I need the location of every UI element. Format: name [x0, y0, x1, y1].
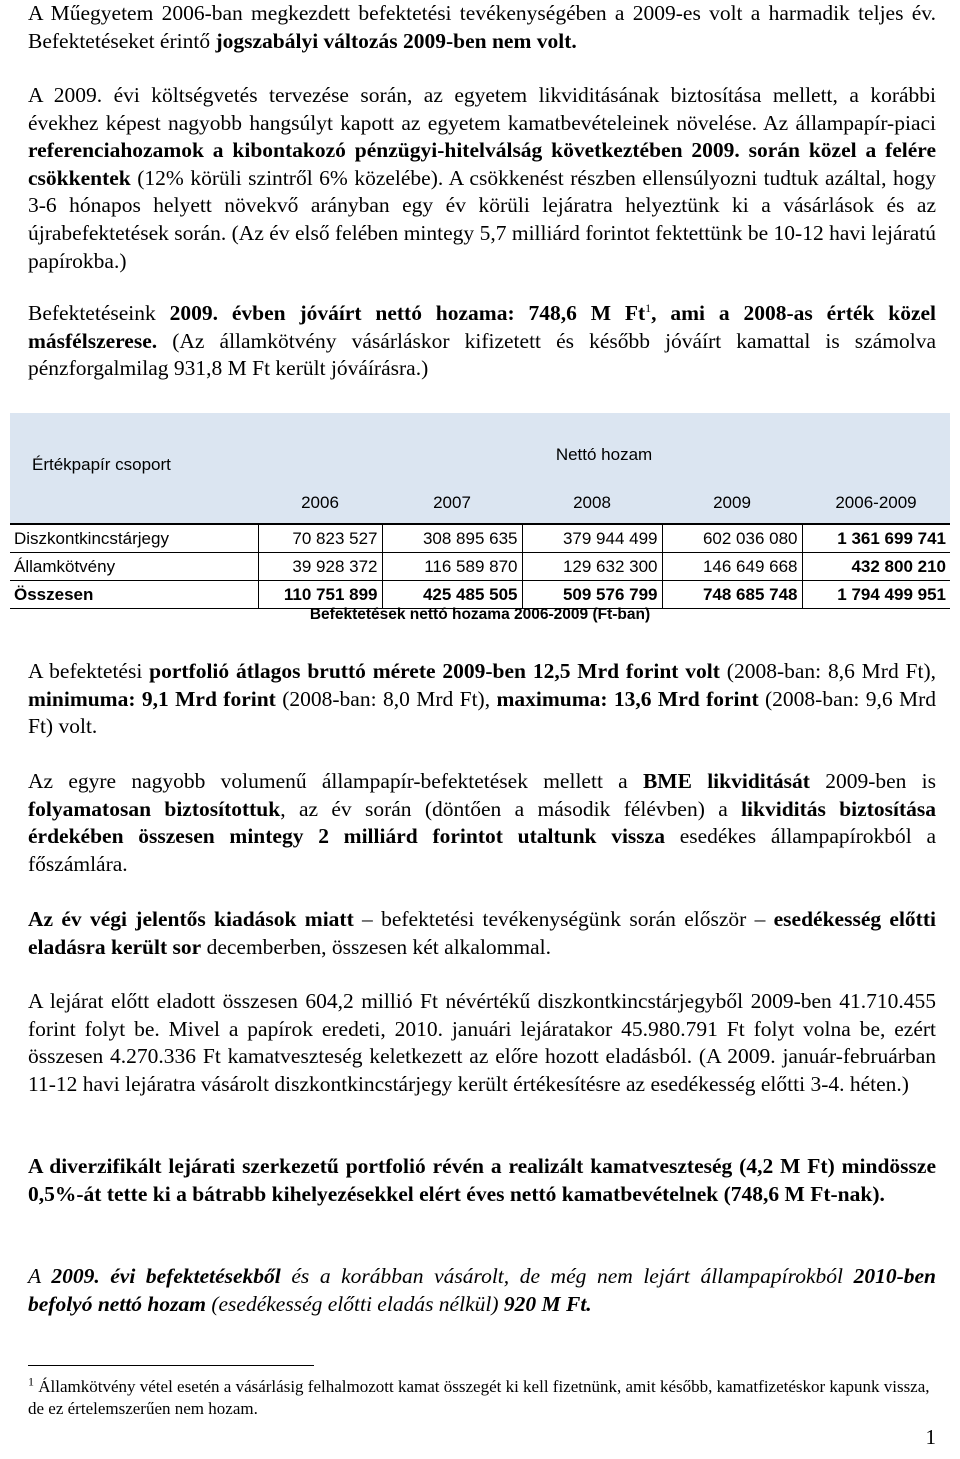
table-cell: 70 823 527: [258, 524, 382, 553]
table-cell: 146 649 668: [662, 553, 802, 581]
paragraph-interest-loss: A lejárat előtt eladott összesen 604,2 millió Ft névértékű diszkontkincstárjegyből 2009-ben 41.710.455 forint folyt be. Mivel a papírok eredeti, 2010. januári lejáratakor 45.980.791 Ft folyt volna be, ezért összesen 4.270.336 Ft kamatveszteség keletkezett az előre hozott eladásból. (A 2009. január-februárban 11-12 havi lejáratra vásárolt diszkontkincstárjegy került értékesítésre az esedékesség előtti 3-4. héten.): [28, 989, 936, 1096]
table-cell: 602 036 080: [662, 524, 802, 553]
table-cell: 308 895 635: [382, 524, 522, 553]
page-number: 1: [925, 1425, 936, 1449]
paragraph-portfolio-size: A befektetési portfolió átlagos bruttó mérete 2009-ben 12,5 Mrd forint volt (2008-ban: 8,6 Mrd Ft), minimuma: 9,1 Mrd forint (2008-ban: 8,0 Mrd Ft), maximuma: 13,6 Mrd forint (2008-ban: 9,6 Mrd Ft) volt.: [28, 659, 937, 739]
table-cell: 110 751 899: [258, 581, 382, 609]
footnote: $^1$ Államkötvény vétel esetén a vásárlásig felhalmozott kamat összegét ki kell fizetnünk, amit később, kamatfizetéskor kapunk vissza, de ez értelemszerűen nem hozam.: [28, 1374, 930, 1418]
row-label: Államkötvény: [10, 553, 258, 581]
table-row: [10, 524, 950, 553]
table-caption: Befektetések nettó hozama 2006-2009 (Ft-ban): [309, 606, 651, 623]
paragraph-diversified: A diverzifikált lejárati szerkezetű portfolió révén a realizált kamatveszteség (4,2 M Ft) mindössze 0,5%-át tette ki a bátrabb kihelyezésekkel elért éves nettó kamatbevételnek (748,6 M Ft-nak).: [28, 1154, 936, 1206]
footnote-separator: [28, 1365, 314, 1366]
table-cell: 425 485 505: [382, 581, 522, 609]
year-header: 2006: [258, 483, 382, 524]
year-header: 2006-2009: [802, 483, 950, 524]
table-cell: 1 361 699 741: [802, 524, 950, 553]
row-label: Összesen: [10, 581, 258, 609]
table-cell: 379 944 499: [522, 524, 662, 553]
paragraph-intro: A Műegyetem 2006-ban megkezdett befektetési tevékenységében a 2009-es volt a harmadik teljes év. Befektetéseket érintő jogszabályi változás 2009-ben nem volt.: [28, 1, 936, 53]
paragraph-early-sale: Az év végi jelentős kiadások miatt – befektetési tevékenységünk során először – esedékesség előtti eladásra került sor decemberben, összesen két alkalommal.: [28, 907, 936, 959]
row-label: Diszkontkincstárjegy: [10, 524, 258, 553]
table-cell: 129 632 300: [522, 553, 662, 581]
column-group-net-return: Nettó hozam: [258, 413, 950, 483]
table-cell: 748 685 748: [662, 581, 802, 609]
table-row: [10, 553, 950, 581]
year-header: 2008: [522, 483, 662, 524]
paragraph-liquidity: Az egyre nagyobb volumenű állampapír-befektetések mellett a BME likviditását 2009-ben is folyamatosan biztosítottuk, az év során (döntően a második félévben) a likviditás biztosítása érdekében összesen mintegy 2 milliárd forintot utaltunk vissza esedékes állampapírokból a főszámlára.: [28, 769, 937, 876]
returns-table: [10, 413, 950, 609]
table-cell: 432 800 210: [802, 553, 950, 581]
year-header: 2007: [382, 483, 522, 524]
table-cell: 116 589 870: [382, 553, 522, 581]
table-cell: 509 576 799: [522, 581, 662, 609]
year-header: 2009: [662, 483, 802, 524]
paragraph-2010-return: A 2009. évi befektetésekből és a korábban vásárolt, de még nem lejárt állampapírokból 2010-ben befolyó nettó hozam (esedékesség előtti eladás nélkül) 920 M Ft.: [28, 1264, 936, 1316]
table-row-total: [10, 581, 950, 609]
paragraph-net-return: Befektetéseink 2009. évben jóváírt nettó hozama: 748,6 M Ft$^1$, ami a 2008-as érték közel másfélszerese. (Az államkötvény vásárláskor kifizetett és később jóváírt kamattal is számolva pénzforgalmilag 931,8 M Ft került jóváírásra.): [28, 300, 936, 381]
paragraph-yields: A 2009. évi költségvetés tervezése során, az egyetem likviditásának biztosítása mellett, a korábbi évekhez képest nagyobb hangsúlyt kapott az egyetem kamatbevételeinek növelése. Az állampapír-piaci referenciahozamok a kibontakozó pénzügyi-hitelválság következtében 2009. során közel a felére csökkentek (12% körüli szintről 6% közelébe). A csökkenést részben ellensúlyozni tudtuk azáltal, hogy 3-6 hónapos helyett növekvő arányban egy év körüli lejáratra helyeztünk ki a vásárlások és az újrabefektetések során. (Az év első felében mintegy 5,7 milliárd forintot fektettünk be 10-12 havi lejáratú papírokba.): [28, 83, 936, 273]
table-cell: 1 794 499 951: [802, 581, 950, 609]
column-header-security-group: Értékpapír csoport: [10, 413, 258, 524]
table-cell: 39 928 372: [258, 553, 382, 581]
